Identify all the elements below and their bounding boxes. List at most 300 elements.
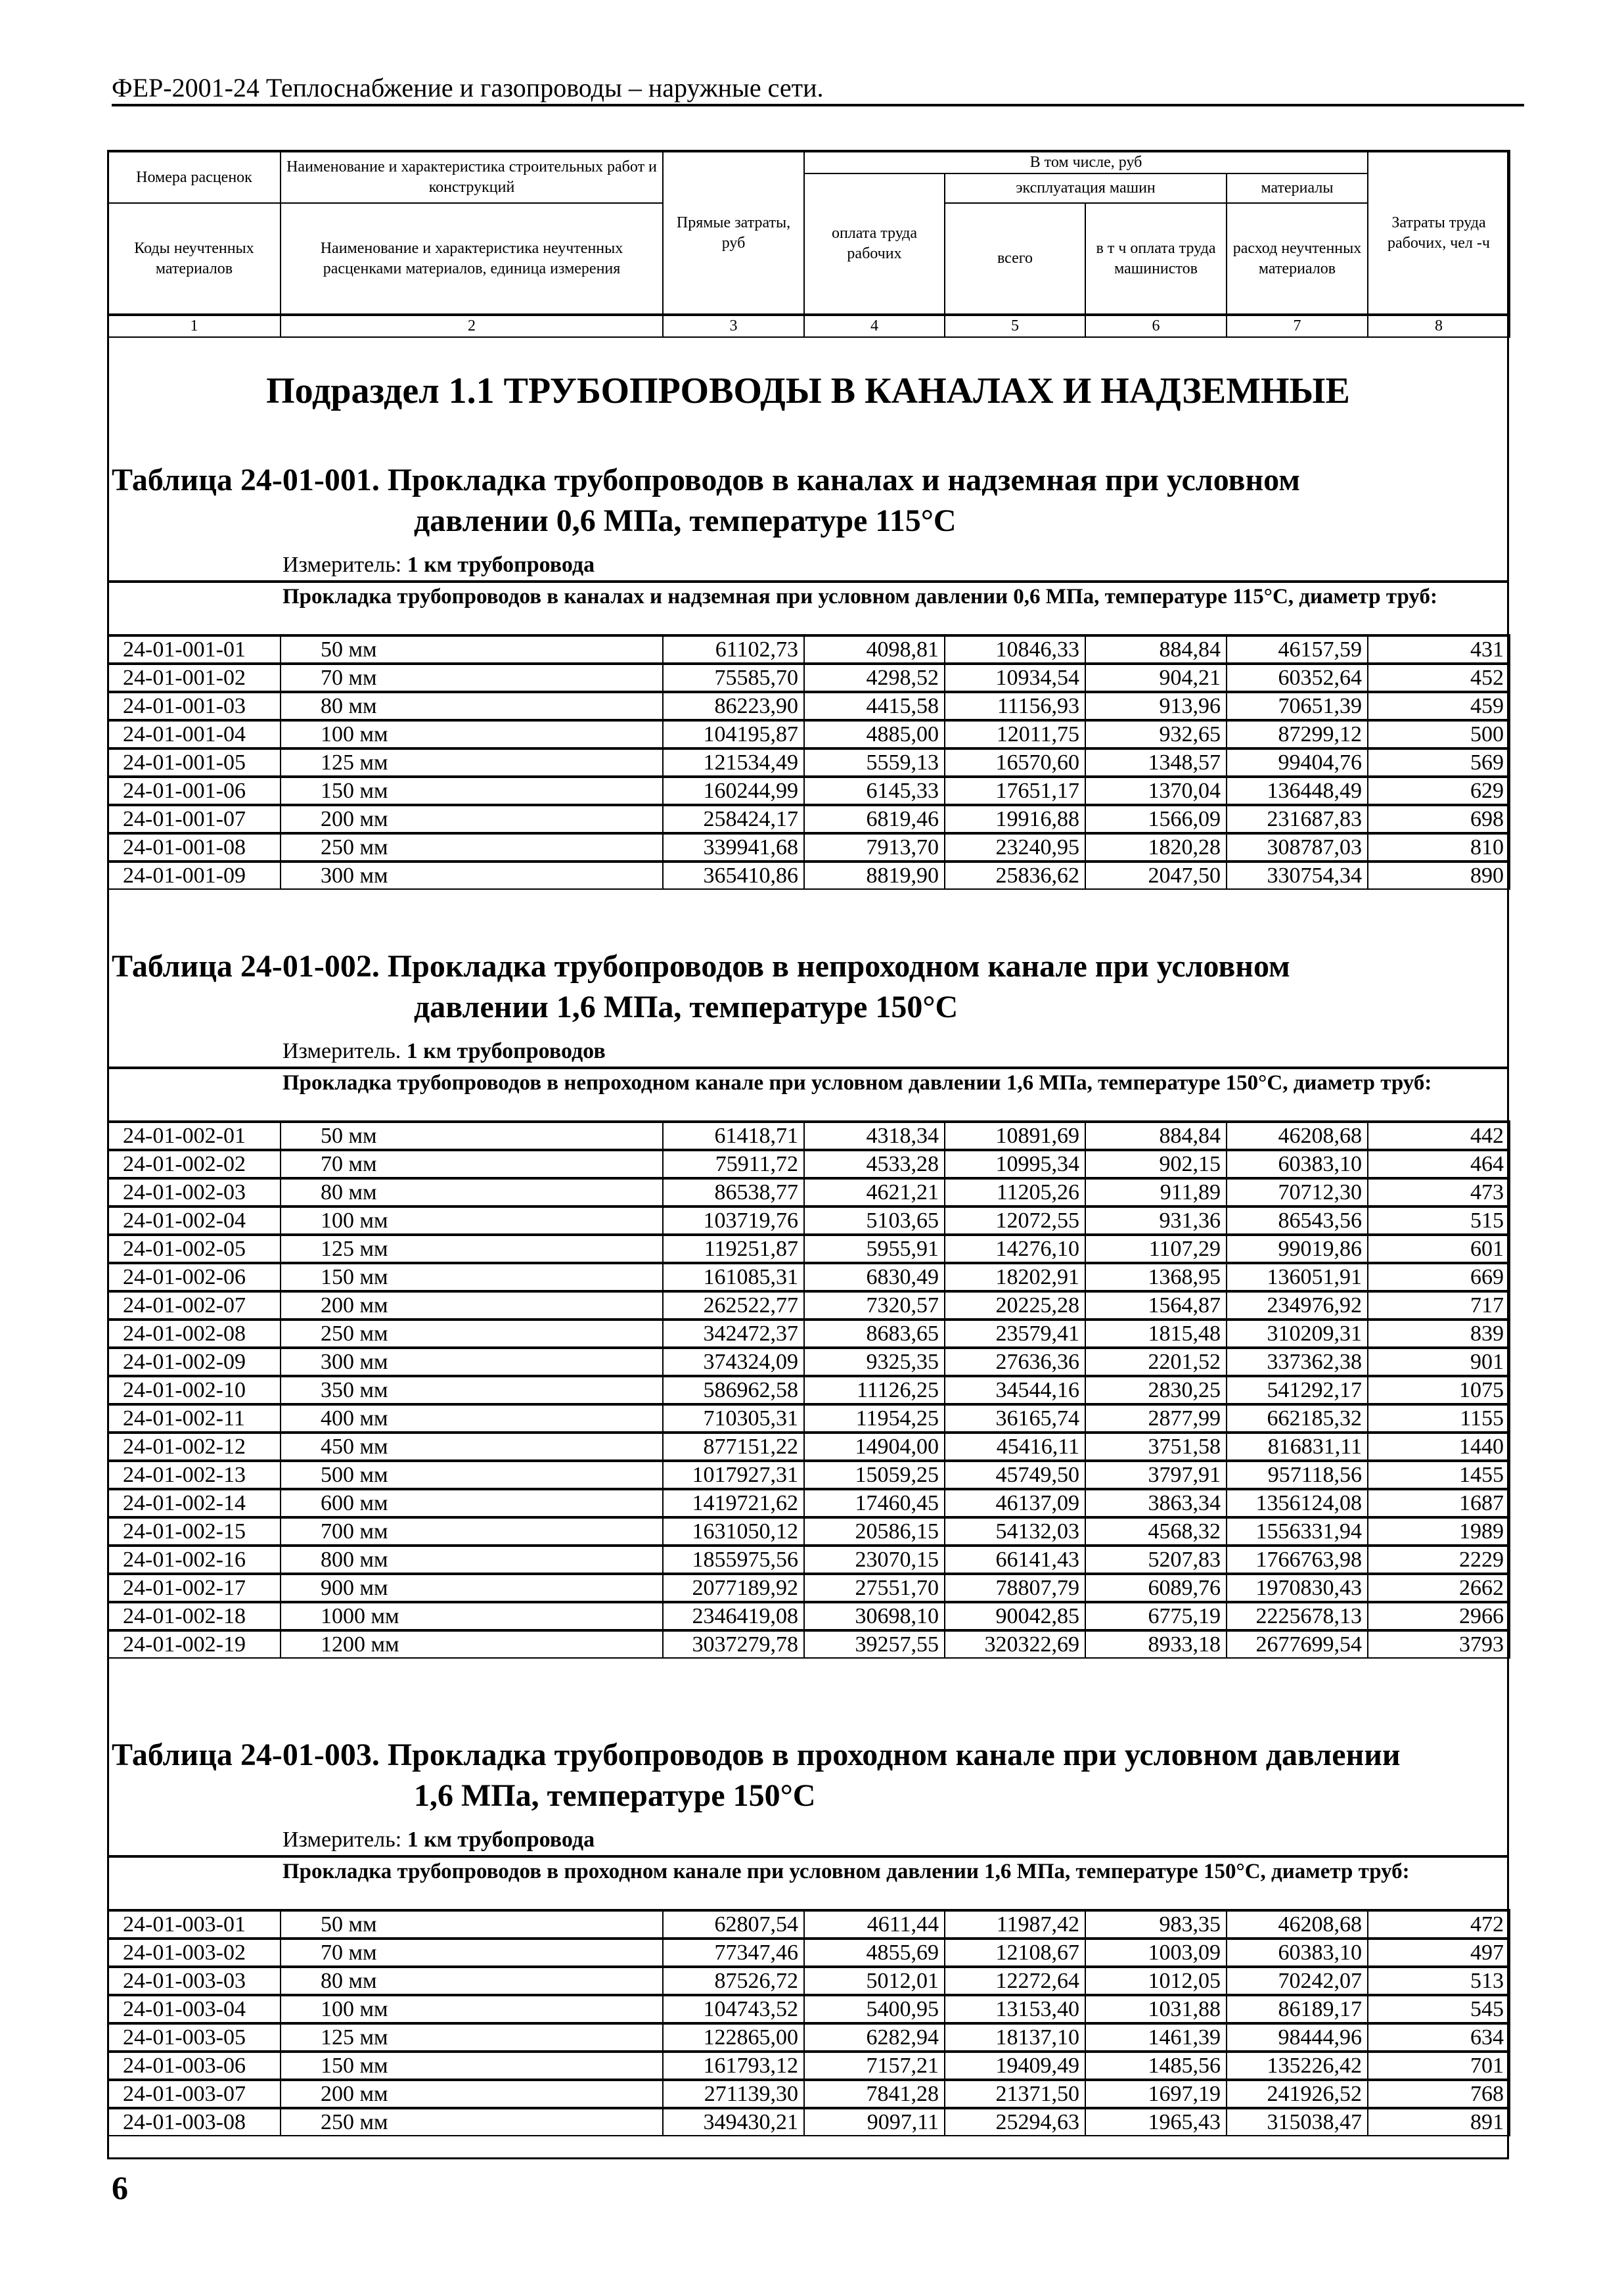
- pipe-diameter-cell: 125 мм: [281, 748, 663, 777]
- page-number: 6: [112, 2169, 128, 2206]
- header-worker-pay: оплата труда рабочих: [804, 173, 945, 315]
- machines-total-cell: 36165,74: [945, 1404, 1085, 1433]
- materials-consumption-cell: 99019,86: [1227, 1235, 1368, 1263]
- table-row: [108, 720, 1510, 748]
- table-row: [108, 1404, 1510, 1433]
- direct-costs-cell: 86538,77: [663, 1178, 804, 1206]
- machinist-pay-cell: 6089,76: [1085, 1574, 1227, 1602]
- materials-consumption-cell: 315038,47: [1227, 2108, 1368, 2136]
- machines-total-cell: 23579,41: [945, 1320, 1085, 1348]
- labor-hours-cell: 452: [1368, 664, 1510, 692]
- machinist-pay-cell: 1461,39: [1085, 2023, 1227, 2052]
- materials-consumption-cell: 310209,31: [1227, 1320, 1368, 1348]
- direct-costs-cell: 710305,31: [663, 1404, 804, 1433]
- machines-total-cell: 19916,88: [945, 805, 1085, 833]
- machinist-pay-cell: 1815,48: [1085, 1320, 1227, 1348]
- header-materials: материалы: [1227, 173, 1368, 203]
- header-machinist-pay: в т ч оплата труда машинистов: [1085, 203, 1227, 315]
- materials-consumption-cell: 46157,59: [1227, 635, 1368, 664]
- direct-costs-cell: 122865,00: [663, 2023, 804, 2052]
- table-row: [108, 2023, 1510, 2052]
- worker-pay-cell: 4098,81: [804, 635, 945, 664]
- rate-code-cell: 24-01-001-09: [108, 862, 281, 889]
- materials-consumption-cell: 70242,07: [1227, 1967, 1368, 1995]
- measure-label: Измеритель:: [282, 553, 407, 577]
- worker-pay-cell: 5103,65: [804, 1206, 945, 1235]
- table-3-data: [107, 1909, 1510, 2136]
- labor-hours-cell: 768: [1368, 2080, 1510, 2108]
- machines-total-cell: 18137,10: [945, 2023, 1085, 2052]
- rate-code-cell: 24-01-002-02: [108, 1150, 281, 1178]
- machinist-pay-cell: 902,15: [1085, 1150, 1227, 1178]
- machines-total-cell: 90042,85: [945, 1602, 1085, 1630]
- materials-consumption-cell: 46208,68: [1227, 1910, 1368, 1939]
- pipe-diameter-cell: 70 мм: [281, 664, 663, 692]
- worker-pay-cell: 8683,65: [804, 1320, 945, 1348]
- machinist-pay-cell: 4568,32: [1085, 1517, 1227, 1546]
- materials-consumption-cell: 2677699,54: [1227, 1630, 1368, 1658]
- worker-pay-cell: 20586,15: [804, 1517, 945, 1546]
- rate-code-cell: 24-01-002-08: [108, 1320, 281, 1348]
- measure-value: 1 км трубопровода: [407, 1827, 595, 1852]
- worker-pay-cell: 4855,69: [804, 1939, 945, 1967]
- rate-code-cell: 24-01-001-05: [108, 748, 281, 777]
- machines-total-cell: 45416,11: [945, 1433, 1085, 1461]
- materials-consumption-cell: 2225678,13: [1227, 1602, 1368, 1630]
- materials-consumption-cell: 70651,39: [1227, 692, 1368, 720]
- table-row: [108, 2108, 1510, 2136]
- direct-costs-cell: 160244,99: [663, 777, 804, 805]
- labor-hours-cell: 717: [1368, 1291, 1510, 1320]
- materials-consumption-cell: 98444,96: [1227, 2023, 1368, 2052]
- machines-total-cell: 66141,43: [945, 1546, 1085, 1574]
- rate-code-cell: 24-01-002-05: [108, 1235, 281, 1263]
- direct-costs-cell: 365410,86: [663, 862, 804, 889]
- labor-hours-cell: 513: [1368, 1967, 1510, 1995]
- labor-hours-cell: 2229: [1368, 1546, 1510, 1574]
- labor-hours-cell: 431: [1368, 635, 1510, 664]
- pipe-diameter-cell: 600 мм: [281, 1489, 663, 1517]
- labor-hours-cell: 891: [1368, 2108, 1510, 2136]
- labor-hours-cell: 629: [1368, 777, 1510, 805]
- labor-hours-cell: 497: [1368, 1939, 1510, 1967]
- labor-hours-cell: 839: [1368, 1320, 1510, 1348]
- worker-pay-cell: 9097,11: [804, 2108, 945, 2136]
- direct-costs-cell: 2077189,92: [663, 1574, 804, 1602]
- table-1-description: Прокладка трубопроводов в каналах и надземная при условном давлении 0,6 МПа, температуре 115°С, диаметр труб:: [107, 580, 1509, 610]
- pipe-diameter-cell: 400 мм: [281, 1404, 663, 1433]
- materials-consumption-cell: 99404,76: [1227, 748, 1368, 777]
- table-3-title-line2: 1,6 МПа, температуре 150°С: [414, 1778, 816, 1813]
- machines-total-cell: 25294,63: [945, 2108, 1085, 2136]
- worker-pay-cell: 30698,10: [804, 1602, 945, 1630]
- materials-consumption-cell: 1556331,94: [1227, 1517, 1368, 1546]
- rate-code-cell: 24-01-002-09: [108, 1348, 281, 1376]
- labor-hours-cell: 2966: [1368, 1602, 1510, 1630]
- worker-pay-cell: 11126,25: [804, 1376, 945, 1404]
- header-material-names: Наименование и характеристика неучтенных расценками материалов, единица измерения: [281, 203, 663, 315]
- table-row: [108, 1910, 1510, 1939]
- table-1-measure: [282, 552, 595, 578]
- rate-code-cell: 24-01-003-06: [108, 2052, 281, 2080]
- labor-hours-cell: 634: [1368, 2023, 1510, 2052]
- machines-total-cell: 46137,09: [945, 1489, 1085, 1517]
- materials-consumption-cell: 1356124,08: [1227, 1489, 1368, 1517]
- rate-code-cell: 24-01-003-03: [108, 1967, 281, 1995]
- direct-costs-cell: 161793,12: [663, 2052, 804, 2080]
- labor-hours-cell: 545: [1368, 1995, 1510, 2023]
- pipe-diameter-cell: 50 мм: [281, 1910, 663, 1939]
- machines-total-cell: 19409,49: [945, 2052, 1085, 2080]
- pipe-diameter-cell: 125 мм: [281, 2023, 663, 2052]
- table-row: [108, 1263, 1510, 1291]
- machinist-pay-cell: 1031,88: [1085, 1995, 1227, 2023]
- rate-code-cell: 24-01-002-04: [108, 1206, 281, 1235]
- machinist-pay-cell: 913,96: [1085, 692, 1227, 720]
- direct-costs-cell: 61102,73: [663, 635, 804, 664]
- pipe-diameter-cell: 300 мм: [281, 1348, 663, 1376]
- table-row: [108, 1433, 1510, 1461]
- table-row: [108, 833, 1510, 862]
- col-number-3: 3: [663, 315, 804, 337]
- table-row: [108, 2080, 1510, 2108]
- machinist-pay-cell: 2877,99: [1085, 1404, 1227, 1433]
- pipe-diameter-cell: 450 мм: [281, 1433, 663, 1461]
- labor-hours-cell: 1075: [1368, 1376, 1510, 1404]
- machines-total-cell: 21371,50: [945, 2080, 1085, 2108]
- machinist-pay-cell: 2830,25: [1085, 1376, 1227, 1404]
- direct-costs-cell: 87526,72: [663, 1967, 804, 1995]
- direct-costs-cell: 374324,09: [663, 1348, 804, 1376]
- pipe-diameter-cell: 150 мм: [281, 777, 663, 805]
- worker-pay-cell: 23070,15: [804, 1546, 945, 1574]
- direct-costs-cell: 258424,17: [663, 805, 804, 833]
- worker-pay-cell: 7841,28: [804, 2080, 945, 2108]
- header-labor-hours: Затраты труда рабочих, чел -ч: [1368, 151, 1510, 315]
- pipe-diameter-cell: 800 мм: [281, 1546, 663, 1574]
- rate-code-cell: 24-01-002-01: [108, 1122, 281, 1150]
- machines-total-cell: 10995,34: [945, 1150, 1085, 1178]
- machinist-pay-cell: 2201,52: [1085, 1348, 1227, 1376]
- machines-total-cell: 11987,42: [945, 1910, 1085, 1939]
- direct-costs-cell: 103719,76: [663, 1206, 804, 1235]
- measure-value: 1 км трубопровода: [407, 553, 595, 577]
- rate-code-cell: 24-01-002-13: [108, 1461, 281, 1489]
- measure-value: 1 км трубопроводов: [406, 1039, 606, 1063]
- pipe-diameter-cell: 500 мм: [281, 1461, 663, 1489]
- pipe-diameter-cell: 125 мм: [281, 1235, 663, 1263]
- pipe-diameter-cell: 150 мм: [281, 1263, 663, 1291]
- pipe-diameter-cell: 300 мм: [281, 862, 663, 889]
- direct-costs-cell: 62807,54: [663, 1910, 804, 1939]
- direct-costs-cell: 1855975,56: [663, 1546, 804, 1574]
- direct-costs-cell: 121534,49: [663, 748, 804, 777]
- machinist-pay-cell: 1368,95: [1085, 1263, 1227, 1291]
- table-row: [108, 635, 1510, 664]
- machinist-pay-cell: 1370,04: [1085, 777, 1227, 805]
- rate-code-cell: 24-01-003-02: [108, 1939, 281, 1967]
- materials-consumption-cell: 234976,92: [1227, 1291, 1368, 1320]
- machines-total-cell: 16570,60: [945, 748, 1085, 777]
- table-2-description: Прокладка трубопроводов в непроходном канале при условном давлении 1,6 МПа, температуре 150°С, диаметр труб:: [107, 1067, 1509, 1097]
- labor-hours-cell: 3793: [1368, 1630, 1510, 1658]
- materials-consumption-cell: 136448,49: [1227, 777, 1368, 805]
- measure-label: Измеритель:: [282, 1827, 407, 1852]
- rate-code-cell: 24-01-001-04: [108, 720, 281, 748]
- labor-hours-cell: 810: [1368, 833, 1510, 862]
- machines-total-cell: 12072,55: [945, 1206, 1085, 1235]
- labor-hours-cell: 464: [1368, 1150, 1510, 1178]
- header-material-codes: Коды неучтенных материалов: [108, 203, 281, 315]
- table-row: [108, 692, 1510, 720]
- header-material-consumption: расход неучтенных материалов: [1227, 203, 1368, 315]
- table-row: [108, 1574, 1510, 1602]
- direct-costs-cell: 271139,30: [663, 2080, 804, 2108]
- worker-pay-cell: 11954,25: [804, 1404, 945, 1433]
- materials-consumption-cell: 308787,03: [1227, 833, 1368, 862]
- direct-costs-cell: 877151,22: [663, 1433, 804, 1461]
- rate-code-cell: 24-01-002-19: [108, 1630, 281, 1658]
- rate-code-cell: 24-01-003-04: [108, 1995, 281, 2023]
- pipe-diameter-cell: 250 мм: [281, 833, 663, 862]
- worker-pay-cell: 4318,34: [804, 1122, 945, 1150]
- rate-code-cell: 24-01-003-01: [108, 1910, 281, 1939]
- worker-pay-cell: 5559,13: [804, 748, 945, 777]
- pipe-diameter-cell: 200 мм: [281, 805, 663, 833]
- labor-hours-cell: 701: [1368, 2052, 1510, 2080]
- table-3-description: Прокладка трубопроводов в проходном канале при условном давлении 1,6 МПа, температуре 150°С, диаметр труб:: [107, 1855, 1509, 1885]
- col-number-1: 1: [108, 315, 281, 337]
- col-number-7: 7: [1227, 315, 1368, 337]
- machines-total-cell: 11205,26: [945, 1178, 1085, 1206]
- machines-total-cell: 18202,91: [945, 1263, 1085, 1291]
- materials-consumption-cell: 957118,56: [1227, 1461, 1368, 1489]
- running-header: ФЕР-2001-24 Теплоснабжение и газопроводы – наружные сети.: [112, 74, 1524, 106]
- pipe-diameter-cell: 50 мм: [281, 635, 663, 664]
- table-row: [108, 1517, 1510, 1546]
- header-work-name: Наименование и характеристика строительных работ и конструкций: [281, 151, 663, 203]
- materials-consumption-cell: 1970830,43: [1227, 1574, 1368, 1602]
- table-row: [108, 1291, 1510, 1320]
- pipe-diameter-cell: 100 мм: [281, 1206, 663, 1235]
- direct-costs-cell: 586962,58: [663, 1376, 804, 1404]
- materials-consumption-cell: 330754,34: [1227, 862, 1368, 889]
- labor-hours-cell: 459: [1368, 692, 1510, 720]
- rate-code-cell: 24-01-001-03: [108, 692, 281, 720]
- pipe-diameter-cell: 100 мм: [281, 1995, 663, 2023]
- direct-costs-cell: 1419721,62: [663, 1489, 804, 1517]
- machinist-pay-cell: 6775,19: [1085, 1602, 1227, 1630]
- machines-total-cell: 14276,10: [945, 1235, 1085, 1263]
- labor-hours-cell: 472: [1368, 1910, 1510, 1939]
- worker-pay-cell: 7913,70: [804, 833, 945, 862]
- machines-total-cell: 23240,95: [945, 833, 1085, 862]
- header-rate-numbers: Номера расценок: [108, 151, 281, 203]
- machines-total-cell: 12011,75: [945, 720, 1085, 748]
- machines-total-cell: 11156,93: [945, 692, 1085, 720]
- table-row: [108, 1967, 1510, 1995]
- machinist-pay-cell: 1107,29: [1085, 1235, 1227, 1263]
- table-2-title-line1: Таблица 24-01-002. Прокладка трубопроводов в непроходном канале при условном: [112, 949, 1290, 984]
- labor-hours-cell: 473: [1368, 1178, 1510, 1206]
- machines-total-cell: 20225,28: [945, 1291, 1085, 1320]
- worker-pay-cell: 5400,95: [804, 1995, 945, 2023]
- direct-costs-cell: 119251,87: [663, 1235, 804, 1263]
- direct-costs-cell: 61418,71: [663, 1122, 804, 1150]
- machines-total-cell: 320322,69: [945, 1630, 1085, 1658]
- machines-total-cell: 34544,16: [945, 1376, 1085, 1404]
- header-machines-total: всего: [945, 203, 1085, 315]
- table-row: [108, 862, 1510, 889]
- machinist-pay-cell: 884,84: [1085, 1122, 1227, 1150]
- worker-pay-cell: 7157,21: [804, 2052, 945, 2080]
- machinist-pay-cell: 2047,50: [1085, 862, 1227, 889]
- table-3-title-line1: Таблица 24-01-003. Прокладка трубопроводов в проходном канале при условном давлении: [112, 1737, 1401, 1772]
- rate-code-cell: 24-01-002-16: [108, 1546, 281, 1574]
- direct-costs-cell: 262522,77: [663, 1291, 804, 1320]
- table-1-title-line2: давлении 0,6 МПа, температуре 115°С: [414, 503, 957, 538]
- machinist-pay-cell: 1003,09: [1085, 1939, 1227, 1967]
- pipe-diameter-cell: 80 мм: [281, 1967, 663, 1995]
- measure-label: Измеритель.: [282, 1039, 407, 1063]
- worker-pay-cell: 8819,90: [804, 862, 945, 889]
- col-number-5: 5: [945, 315, 1085, 337]
- worker-pay-cell: 4885,00: [804, 720, 945, 748]
- rate-code-cell: 24-01-002-06: [108, 1263, 281, 1291]
- materials-consumption-cell: 662185,32: [1227, 1404, 1368, 1433]
- worker-pay-cell: 5012,01: [804, 1967, 945, 1995]
- labor-hours-cell: 2662: [1368, 1574, 1510, 1602]
- direct-costs-cell: 349430,21: [663, 2108, 804, 2136]
- pipe-diameter-cell: 150 мм: [281, 2052, 663, 2080]
- direct-costs-cell: 3037279,78: [663, 1630, 804, 1658]
- pipe-diameter-cell: 250 мм: [281, 1320, 663, 1348]
- labor-hours-cell: 669: [1368, 1263, 1510, 1291]
- table-row: [108, 1995, 1510, 2023]
- materials-consumption-cell: 1766763,98: [1227, 1546, 1368, 1574]
- table-3-measure: [282, 1827, 595, 1853]
- rate-code-cell: 24-01-001-06: [108, 777, 281, 805]
- table-row: [108, 1150, 1510, 1178]
- pipe-diameter-cell: 200 мм: [281, 1291, 663, 1320]
- machines-total-cell: 10846,33: [945, 635, 1085, 664]
- direct-costs-cell: 2346419,08: [663, 1602, 804, 1630]
- pipe-diameter-cell: 900 мм: [281, 1574, 663, 1602]
- rate-code-cell: 24-01-001-08: [108, 833, 281, 862]
- machines-total-cell: 54132,03: [945, 1517, 1085, 1546]
- direct-costs-cell: 104195,87: [663, 720, 804, 748]
- pipe-diameter-cell: 70 мм: [281, 1939, 663, 1967]
- labor-hours-cell: 890: [1368, 862, 1510, 889]
- machines-total-cell: 12108,67: [945, 1939, 1085, 1967]
- direct-costs-cell: 75911,72: [663, 1150, 804, 1178]
- rate-code-cell: 24-01-002-14: [108, 1489, 281, 1517]
- pipe-diameter-cell: 80 мм: [281, 692, 663, 720]
- machines-total-cell: 17651,17: [945, 777, 1085, 805]
- table-2-title-line2: давлении 1,6 МПа, температуре 150°С: [414, 990, 959, 1024]
- rate-code-cell: 24-01-002-15: [108, 1517, 281, 1546]
- table-row: [108, 1461, 1510, 1489]
- machinist-pay-cell: 1564,87: [1085, 1291, 1227, 1320]
- table-1-data: [107, 634, 1510, 890]
- rate-code-cell: 24-01-002-12: [108, 1433, 281, 1461]
- table-row: [108, 1206, 1510, 1235]
- column-header-table: [107, 150, 1510, 338]
- worker-pay-cell: 4298,52: [804, 664, 945, 692]
- machinist-pay-cell: 8933,18: [1085, 1630, 1227, 1658]
- direct-costs-cell: 1017927,31: [663, 1461, 804, 1489]
- rate-code-cell: 24-01-003-07: [108, 2080, 281, 2108]
- pipe-diameter-cell: 1000 мм: [281, 1602, 663, 1630]
- table-2-data: [107, 1120, 1510, 1659]
- table-1-title: [112, 460, 1300, 541]
- direct-costs-cell: 104743,52: [663, 1995, 804, 2023]
- table-row: [108, 1178, 1510, 1206]
- machinist-pay-cell: 983,35: [1085, 1910, 1227, 1939]
- rate-code-cell: 24-01-002-07: [108, 1291, 281, 1320]
- table-3-title: [112, 1735, 1401, 1816]
- machinist-pay-cell: 3797,91: [1085, 1461, 1227, 1489]
- machinist-pay-cell: 1485,56: [1085, 2052, 1227, 2080]
- rate-code-cell: 24-01-002-18: [108, 1602, 281, 1630]
- rate-code-cell: 24-01-002-11: [108, 1404, 281, 1433]
- pipe-diameter-cell: 80 мм: [281, 1178, 663, 1206]
- machinist-pay-cell: 1965,43: [1085, 2108, 1227, 2136]
- machines-total-cell: 10934,54: [945, 664, 1085, 692]
- labor-hours-cell: 1989: [1368, 1517, 1510, 1546]
- col-number-6: 6: [1085, 315, 1227, 337]
- labor-hours-cell: 442: [1368, 1122, 1510, 1150]
- labor-hours-cell: 500: [1368, 720, 1510, 748]
- materials-consumption-cell: 87299,12: [1227, 720, 1368, 748]
- header-including: В том числе, руб: [804, 151, 1368, 173]
- table-row: [108, 1546, 1510, 1574]
- labor-hours-cell: 601: [1368, 1235, 1510, 1263]
- worker-pay-cell: 39257,55: [804, 1630, 945, 1658]
- materials-consumption-cell: 241926,52: [1227, 2080, 1368, 2108]
- rate-code-cell: 24-01-002-17: [108, 1574, 281, 1602]
- worker-pay-cell: 27551,70: [804, 1574, 945, 1602]
- machinist-pay-cell: 3863,34: [1085, 1489, 1227, 1517]
- worker-pay-cell: 6145,33: [804, 777, 945, 805]
- machines-total-cell: 45749,50: [945, 1461, 1085, 1489]
- machinist-pay-cell: 1566,09: [1085, 805, 1227, 833]
- table-2-measure: [282, 1038, 606, 1065]
- worker-pay-cell: 7320,57: [804, 1291, 945, 1320]
- machinist-pay-cell: 904,21: [1085, 664, 1227, 692]
- rate-code-cell: 24-01-002-03: [108, 1178, 281, 1206]
- table-row: [108, 1348, 1510, 1376]
- pipe-diameter-cell: 1200 мм: [281, 1630, 663, 1658]
- rate-code-cell: 24-01-003-05: [108, 2023, 281, 2052]
- materials-consumption-cell: 70712,30: [1227, 1178, 1368, 1206]
- table-row: [108, 748, 1510, 777]
- materials-consumption-cell: 135226,42: [1227, 2052, 1368, 2080]
- direct-costs-cell: 161085,31: [663, 1263, 804, 1291]
- labor-hours-cell: 1155: [1368, 1404, 1510, 1433]
- machinist-pay-cell: 5207,83: [1085, 1546, 1227, 1574]
- col-number-8: 8: [1368, 315, 1510, 337]
- materials-consumption-cell: 231687,83: [1227, 805, 1368, 833]
- table-row: [108, 1602, 1510, 1630]
- pipe-diameter-cell: 100 мм: [281, 720, 663, 748]
- table-row: [108, 1630, 1510, 1658]
- table-row: [108, 1122, 1510, 1150]
- worker-pay-cell: 14904,00: [804, 1433, 945, 1461]
- col-number-4: 4: [804, 315, 945, 337]
- header-direct-costs: Прямые затраты, руб: [663, 151, 804, 315]
- labor-hours-cell: 1440: [1368, 1433, 1510, 1461]
